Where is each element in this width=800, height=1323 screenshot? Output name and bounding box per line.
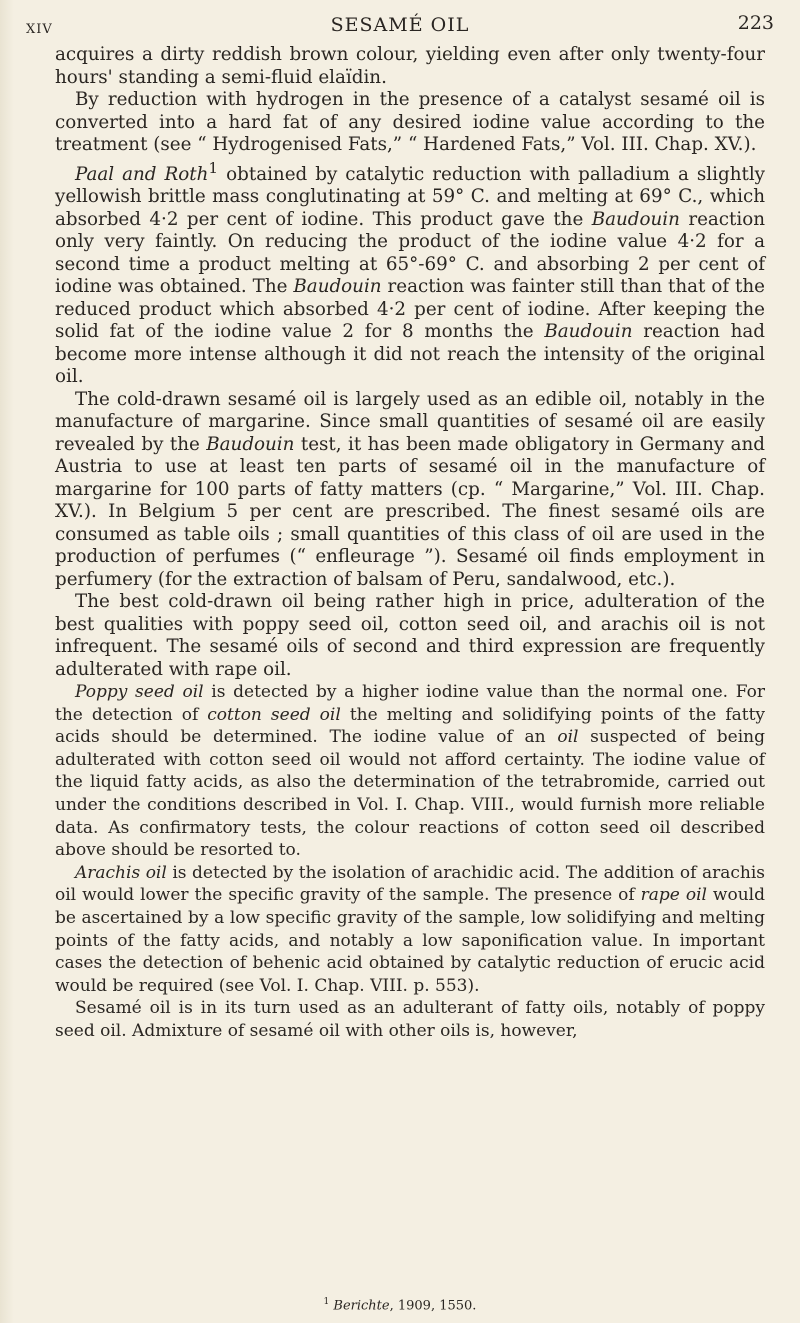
page-header xyxy=(26,8,774,38)
paragraph-3: Paal and Roth$^1$ obtained by catalytic reduction with palladium a slightly yellowish brittle mass conglutinating at 59° C. and melting at 69° C., which absorbed 4·2 per cent of iodine. This product gave the Baudouin reaction only very faintly. On reducing the product of the iodine value 4·2 for a second time a product melting at 65°-69° C. and absorbing 2 per cent of iodine was obtained. The Baudouin reaction was fainter still than that of the reduced product which absorbed 4·2 per cent of iodine. After keeping the solid fat of the iodine value 2 for 8 months the Baudouin reaction had become more intense although it did not reach the intensity of the original oil. xyxy=(55,158,766,388)
chapter-number: XIV xyxy=(26,22,53,37)
paragraph-6: Poppy seed oil is detected by a higher iodine value than the normal one. For the detection of cotton seed oil the melting and solidifying points of the fatty acids should be determined. The iodine value of an oil suspected of being adulterated with cotton seed oil would not afford certainty. The iodine value of the liquid fatty acids, as also the determination of the tetrabromide, carried out under the conditions described in Vol. I. Chap. VIII., would furnish more reliable data. As confirmatory tests, the colour reactions of cotton seed oil described above should be resorted to. xyxy=(55,682,766,861)
author-reference: Paal and Roth xyxy=(75,163,209,185)
paragraph-1: acquires a dirty reddish brown colour, yielding even after only twenty-four hours' standing a semi-fluid elaïdin. xyxy=(55,44,765,88)
footnote-mark: 1 xyxy=(208,158,219,177)
body-text xyxy=(55,44,765,1043)
footnote-source: Berichte xyxy=(333,1298,390,1314)
paragraph-8: Sesamé oil is in its turn used as an adulterant of fatty oils, notably of poppy seed oil. Admixture of sesamé oil with other oils is, however, xyxy=(55,998,765,1041)
paragraph-5: The best cold-drawn oil being rather high in price, adulteration of the best qualities with poppy seed oil, cotton seed oil, and arachis oil is not infrequent. The sesamé oils of second and third expression are frequently adulterated with rape oil. xyxy=(55,591,765,680)
page-number: 223 xyxy=(737,12,774,34)
paragraph-2: By reduction with hydrogen in the presence of a catalyst sesamé oil is converted into a hard fat of any desired iodine value according to the treatment (see “ Hydrogenised Fats,” “ Hardened Fats,” Vol. III. Chap. XV.). xyxy=(55,89,765,155)
page-edge-shadow xyxy=(0,0,14,1323)
running-title: SESAMÉ OIL xyxy=(330,14,470,36)
paragraph-7: Arachis oil is detected by the isolation of arachidic acid. The addition of arachis oil would lower the specific gravity of the sample. The presence of rape oil would be ascertained by a low specific gravity of the sample, low solidifying and melting points of the fatty acids, and notably a low saponification value. In important cases the detection of behenic acid obtained by catalytic reduction of erucic acid would be required (see Vol. I. Chap. VIII. p. 553). xyxy=(55,862,765,996)
footnote: $^1$ Berichte, 1909, 1550. xyxy=(323,1297,477,1314)
paragraph-4: The cold-drawn sesamé oil is largely used as an edible oil, notably in the manufacture of margarine. Since small quantities of sesamé oil are easily revealed by the Baudouin test, it has been made obligatory in Germany and Austria to use at least ten parts of sesamé oil in the manufacture of margarine for 100 parts of fatty matters (cp. “ Margarine,” Vol. III. Chap. XV.). In Belgium 5 per cent are prescribed. The finest sesamé oils are consumed as table oils ; small quantities of this class of oil are used in the production of perfumes (“ enfleurage ”). Sesamé oil finds employment in perfumery (for the extraction of balsam of Peru, sandalwood, etc.). xyxy=(55,388,765,590)
